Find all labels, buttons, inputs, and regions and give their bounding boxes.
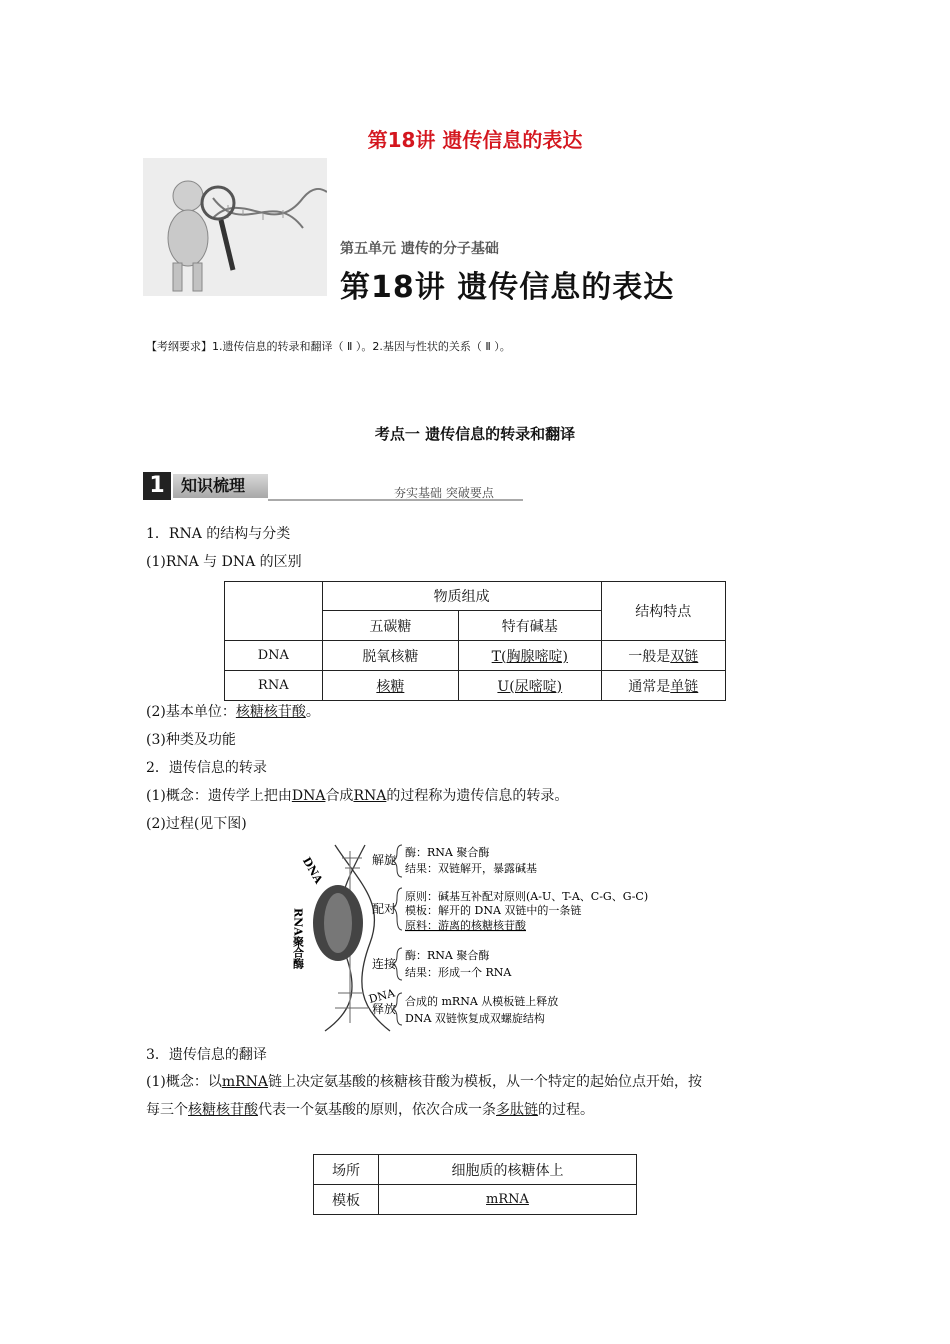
table-row xyxy=(225,641,726,671)
knowledge-subtitle: 夯实基础 突破要点 xyxy=(394,486,494,500)
transcription-diagram xyxy=(290,843,690,1033)
types-functions: (3)种类及功能 xyxy=(146,732,236,748)
svg-text:结果：形成一个 RNA: 结果：形成一个 RNA xyxy=(405,966,512,979)
row-name: DNA xyxy=(225,641,323,671)
row-base: T(胸腺嘧啶) xyxy=(491,648,568,665)
lecture-heading: 第18讲 遗传信息的表达 xyxy=(340,270,675,305)
row-base: U(尿嘧啶) xyxy=(497,678,563,695)
row-key: 模板 xyxy=(314,1185,379,1215)
heading-transcription: 2．遗传信息的转录 xyxy=(146,760,267,776)
row-name: RNA xyxy=(225,671,323,701)
unit-heading: 第五单元 遗传的分子基础 xyxy=(340,241,499,257)
svg-text:原则：碱基互补配对原则(A-U、T-A、C-G、G-C): 原则：碱基互补配对原则(A-U、T-A、C-G、G-C) xyxy=(405,890,649,903)
svg-text:原料：游离的核糖核苷酸: 原料：游离的核糖核苷酸 xyxy=(405,919,526,932)
svg-text:合成的 mRNA 从模板链上释放: 合成的 mRNA 从模板链上释放 xyxy=(405,995,559,1008)
transcription-concept: (1)概念：遗传学上把由DNA合成RNA的过程称为遗传信息的转录。 xyxy=(146,788,569,804)
row-structure-prefix: 通常是 xyxy=(628,678,671,695)
table-row xyxy=(225,671,726,701)
row-sugar: 核糖 xyxy=(376,678,405,695)
knowledge-label: 知识梳理 xyxy=(173,474,268,498)
header-structure: 结构特点 xyxy=(601,582,725,641)
svg-text:结果：双链解开，暴露碱基: 结果：双链解开，暴露碱基 xyxy=(405,862,537,875)
translation-concept-line1: (1)概念：以mRNA链上决定氨基酸的核糖核苷酸为模板，从一个特定的起始位点开始，按 xyxy=(146,1074,703,1090)
heading-rna-structure: 1．RNA 的结构与分类 xyxy=(146,526,291,542)
row-structure-prefix: 一般是 xyxy=(628,648,671,665)
translation-concept-line2: 每三个核糖核苷酸代表一个氨基酸的原则，依次合成一条多肽链的过程。 xyxy=(146,1102,594,1118)
row-value: 细胞质的核糖体上 xyxy=(379,1155,637,1185)
row-structure: 单链 xyxy=(670,678,699,695)
stage-link: 连接 xyxy=(372,957,397,971)
header-sugar: 五碳糖 xyxy=(322,611,458,641)
subheading-difference: (1)RNA 与 DNA 的区别 xyxy=(146,554,302,570)
dna-rna-table xyxy=(224,581,726,701)
dna-bottom-label: DNA xyxy=(367,986,397,1006)
transcription-process: (2)过程(见下图) xyxy=(146,816,247,832)
exam-requirements: 【考纲要求】1.遗传信息的转录和翻译（ Ⅱ ）。2.基因与性状的关系（ Ⅱ ）。 xyxy=(146,340,511,353)
banner-illustration xyxy=(143,158,327,296)
svg-text:RNA聚合酶: RNA聚合酶 xyxy=(291,908,305,969)
row-structure: 双链 xyxy=(670,648,699,665)
section-number-badge: 1 xyxy=(143,472,171,500)
dna-top-label: DNA xyxy=(299,855,326,886)
svg-text:酶：RNA 聚合酶: 酶：RNA 聚合酶 xyxy=(405,949,490,962)
stage-unwind: 解旋 xyxy=(372,853,397,867)
svg-text:DNA 双链恢复成双螺旋结构: DNA 双链恢复成双螺旋结构 xyxy=(405,1012,545,1025)
page-title: 第18讲 遗传信息的表达 xyxy=(367,128,583,152)
svg-text:酶：RNA 聚合酶: 酶：RNA 聚合酶 xyxy=(405,846,490,859)
table-row xyxy=(314,1185,637,1215)
row-sugar: 脱氧核糖 xyxy=(322,641,458,671)
translation-table xyxy=(313,1154,637,1215)
basic-unit: (2)基本单位：核糖核苷酸。 xyxy=(146,704,320,720)
table-row xyxy=(314,1155,637,1185)
row-key: 场所 xyxy=(314,1155,379,1185)
svg-text:模板：解开的 DNA 双链中的一条链: 模板：解开的 DNA 双链中的一条链 xyxy=(405,904,582,917)
rna-polymerase-label xyxy=(292,908,305,969)
row-value: mRNA xyxy=(486,1192,529,1207)
header-composition: 物质组成 xyxy=(322,582,601,611)
stage-pair: 配对 xyxy=(372,902,397,916)
table-corner xyxy=(225,582,323,641)
header-base: 特有碱基 xyxy=(459,611,601,641)
heading-translation: 3．遗传信息的翻译 xyxy=(146,1047,267,1063)
section-title: 考点一 遗传信息的转录和翻译 xyxy=(374,425,576,443)
stage-release: 释放 xyxy=(372,1002,397,1016)
